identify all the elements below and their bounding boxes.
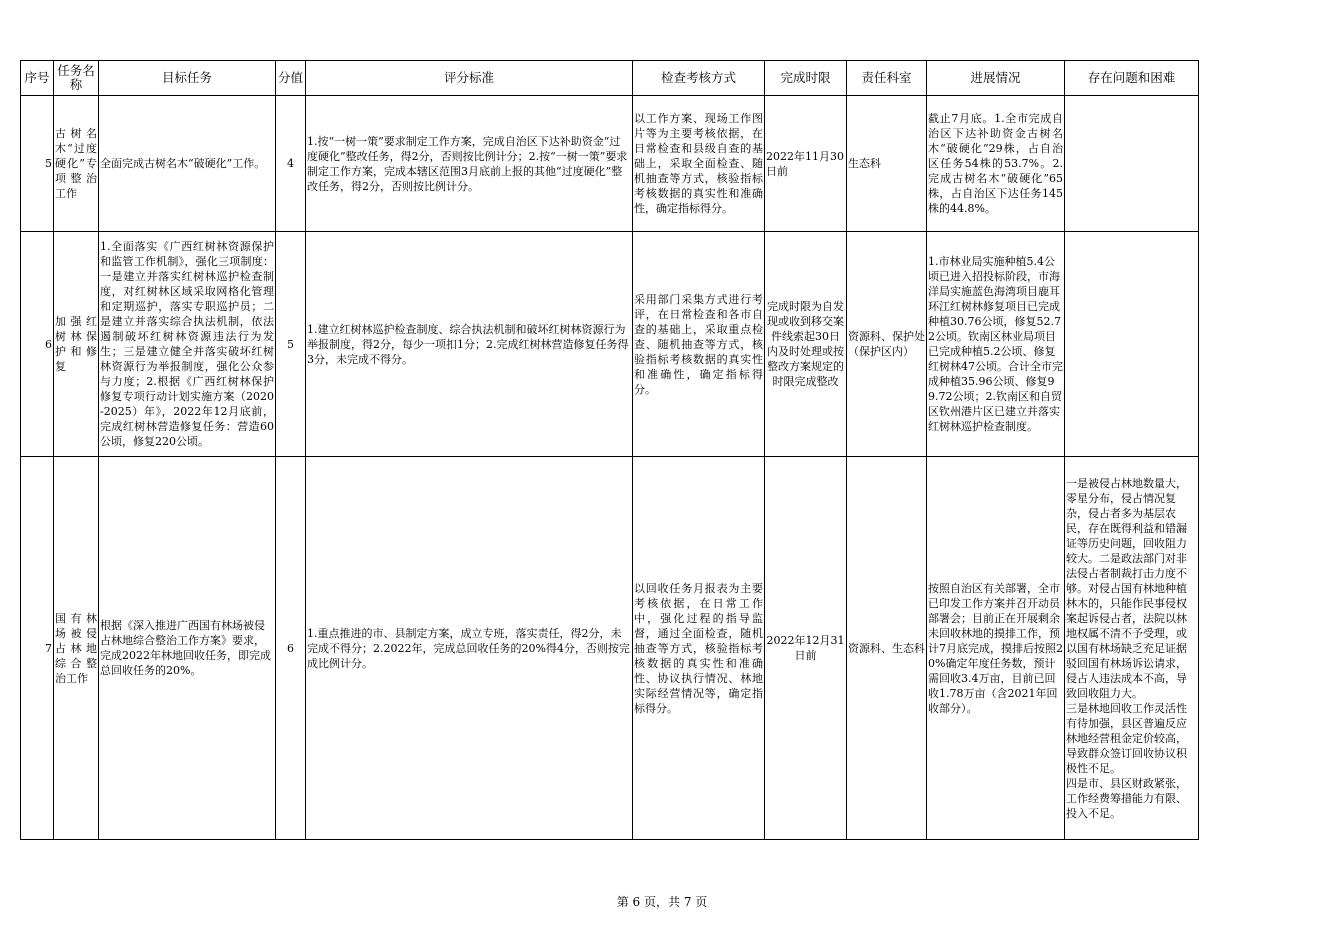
page-footer: 第 6 页，共 7 页 bbox=[616, 895, 708, 909]
row-seq: 7 bbox=[21, 457, 54, 840]
assessment-table bbox=[20, 60, 1199, 840]
row-task-name: 加强红树林保护和修复 bbox=[54, 232, 99, 457]
row-task-name: 国有林场被侵占林地综合整治工作 bbox=[54, 457, 99, 840]
row-target: 根据《深入推进广西国有林场被侵占林地综合整治工作方案》要求，完成2022年林地回收任务，即完成总回收任务的20%。 bbox=[99, 457, 276, 840]
header-deadline: 完成时限 bbox=[765, 61, 847, 96]
row-deadline: 2022年12月31日前 bbox=[765, 457, 847, 840]
row-progress: 截止7月底。1.全市完成自治区下达补助资金古树名木“破硬化”29株，占自治区任务54株的53.7%。2.完成古树名木“破硬化”65株，占自治区下达任务145株的44.8%。 bbox=[927, 96, 1065, 232]
header-issues: 存在问题和困难 bbox=[1065, 61, 1199, 96]
row-dept: 资源科、保护处（保护区内） bbox=[847, 232, 927, 457]
row-issues: 一是被侵占林地数量大，零星分布，侵占情况复杂，侵占者多为基层农民，存在既得利益和错漏证等历史问题，回收阻力较大。二是政法部门对非法侵占者制裁打击力度不够。对侵占国有林地种植林木的，只能作民事侵权案起诉侵占者，法院以林地权属不清不予受理，或以国有林场缺乏充足证据驳回国有林场诉讼请求，侵占人违法成本不高，导致回收阻力大。 三是林地回收工作灵活性有待加强，县区普遍反应林地经营租金定价较高，导致群众签订回收协议积极性不足。 四是市、县区财政紧张，工作经费筹措能力有限、投入不足。 bbox=[1065, 457, 1199, 840]
header-row bbox=[21, 61, 1199, 96]
row-task-name: 古树名木“过度硬化”专项整治工作 bbox=[54, 96, 99, 232]
header-task-name: 任务名称 bbox=[54, 61, 99, 96]
row-criteria: 1.重点推进的市、县制定方案，成立专班，落实责任，得2分，未完成不得分；2.2022年，完成总回收任务的20%得4分，否则按完成比例计分。 bbox=[306, 457, 633, 840]
row-target: 1.全面落实《广西红树林资源保护和监管工作机制》，强化三项制度：一是建立并落实红树林巡护检查制度，对红树林区域采取网格化管理和定期巡护，落实专职巡护员；二是建立并落实综合执法机制，依法遏制破坏红树林资源违法行为发生；三是建立健全并落实破坏红树林资源行为举报制度，强化公众参与力度；2.根据《广西红树林保护修复专项行动计划实施方案（2020-2025）年》，2022年12月底前，完成红树林营造修复任务：营造60公顷，修复220公顷。 bbox=[99, 232, 276, 457]
row-dept: 资源科、生态科 bbox=[847, 457, 927, 840]
row-method: 以回收任务月报表为主要考核依据，在日常工作中，强化过程的指导监督，通过全面检查，随机抽查等方式，核验指标考核数据的真实性和准确性、协议执行情况、林地实际经营情况等，确定指标得分。 bbox=[633, 457, 765, 840]
header-seq: 序号 bbox=[21, 61, 54, 96]
row-method: 以工作方案、现场工作图片等为主要考核依据，在日常检查和县级自查的基础上，采取全面检查、随机抽查等方式，核验指标考核数据的真实性和准确性，确定指标得分。 bbox=[633, 96, 765, 232]
row-progress: 按照自治区有关部署，全市已印发工作方案并召开动员部署会；目前正在开展剩余未回收林地的摸排工作，预计7月底完成，摸排后按照20%确定年度任务数，预计需回收3.4万亩，目前已回收1.78万亩（含2021年回收部分）。 bbox=[927, 457, 1065, 840]
row-issues bbox=[1065, 96, 1199, 232]
header-criteria: 评分标准 bbox=[306, 61, 633, 96]
row-deadline: 完成时限为自发现或收到移交案件线索起30日内及时处理或按整改方案规定的时限完成整改 bbox=[765, 232, 847, 457]
row-score: 5 bbox=[276, 232, 306, 457]
row-progress: 1.市林业局实施种植5.4公顷已进入招投标阶段，市海洋局实施蓝色海湾项目鹿耳环江红树林修复项目已完成种植30.76公顷，修复52.72公顷。钦南区林业局项目已完成种植5.2公顷、修复红树林47公顷。合计全市完成种植35.96公顷、修复99.72公顷；2.钦南区和自贸区钦州港片区已建立并落实红树林巡护检查制度。 bbox=[927, 232, 1065, 457]
header-dept: 责任科室 bbox=[847, 61, 927, 96]
row-method: 采用部门采集方式进行考评，在日常检查和各市自查的基础上，采取重点检查、随机抽查等方式，核验指标考核数据的真实性和准确性，确定指标得分。 bbox=[633, 232, 765, 457]
header-score: 分值 bbox=[276, 61, 306, 96]
row-criteria: 1.按“一树一策”要求制定工作方案，完成自治区下达补助资金“过度硬化”整改任务，得2分，否则按比例计分；2.按“一树一策”要求制定工作方案，完成本辖区范围3月底前上报的其他“过度硬化”整改任务，得2分，否则按比例计分。 bbox=[306, 96, 633, 232]
row-target: 全面完成古树名木“破硬化”工作。 bbox=[99, 96, 276, 232]
row-seq: 5 bbox=[21, 96, 54, 232]
table-row bbox=[21, 457, 1199, 840]
header-target: 目标任务 bbox=[99, 61, 276, 96]
row-deadline: 2022年11月30日前 bbox=[765, 96, 847, 232]
table-row bbox=[21, 232, 1199, 457]
row-score: 6 bbox=[276, 457, 306, 840]
row-criteria: 1.建立红树林巡护检查制度、综合执法机制和破坏红树林资源行为举报制度，得2分，每少一项扣1分；2.完成红树林营造修复任务得3分，未完成不得分。 bbox=[306, 232, 633, 457]
row-score: 4 bbox=[276, 96, 306, 232]
row-dept: 生态科 bbox=[847, 96, 927, 232]
header-method: 检查考核方式 bbox=[633, 61, 765, 96]
table-row bbox=[21, 96, 1199, 232]
row-issues bbox=[1065, 232, 1199, 457]
header-progress: 进展情况 bbox=[927, 61, 1065, 96]
row-seq: 6 bbox=[21, 232, 54, 457]
